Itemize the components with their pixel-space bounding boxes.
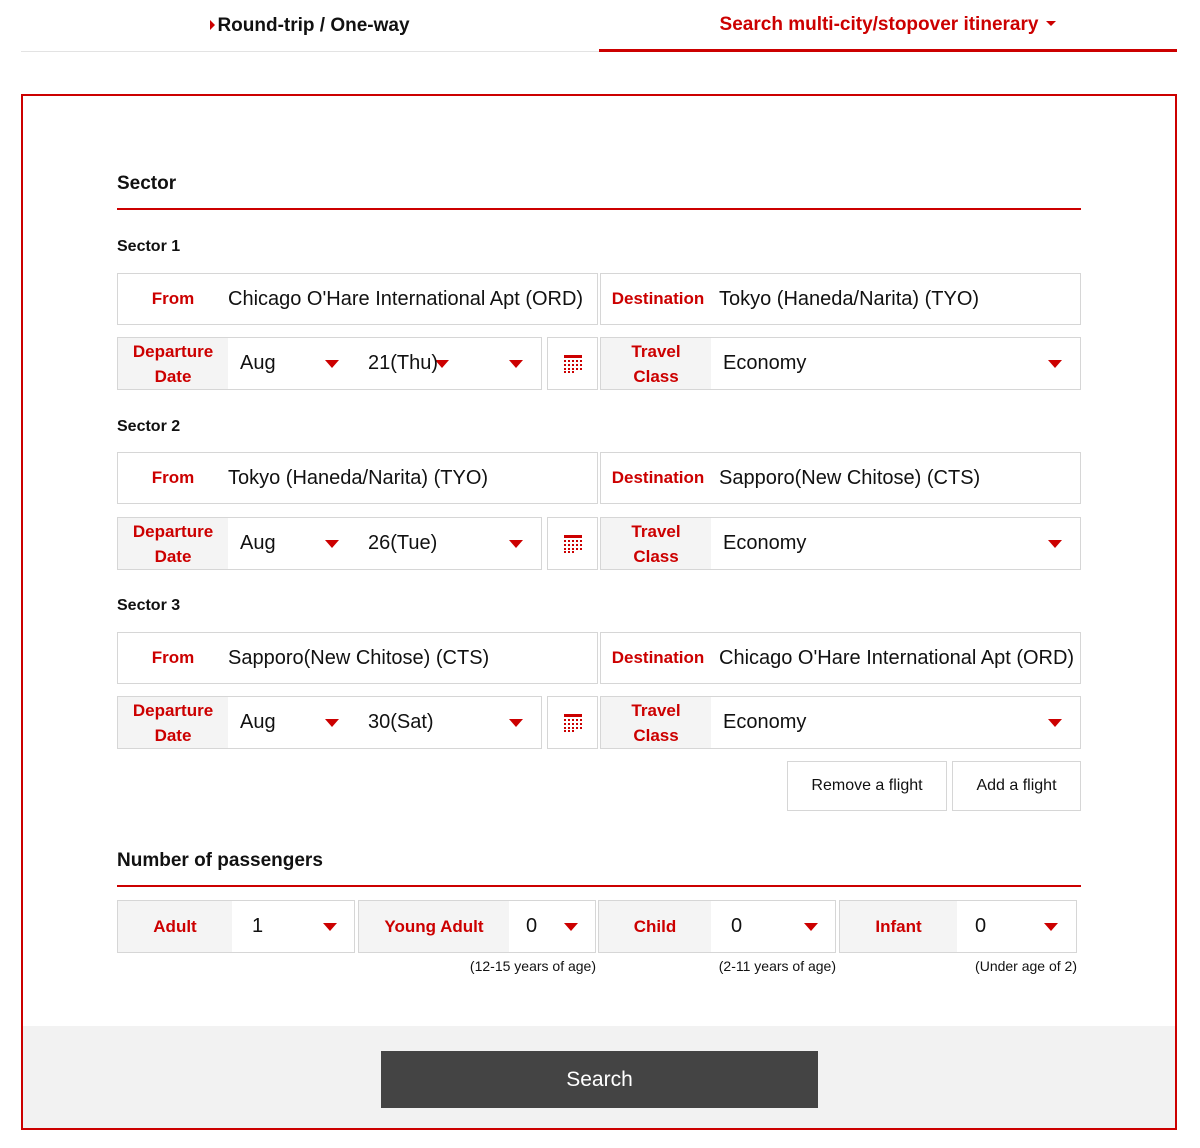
young-adult-age-note: (12-15 years of age) <box>469 958 596 974</box>
travel-class-value: Economy <box>723 711 807 733</box>
young-adult-caret-down-icon <box>564 923 578 931</box>
travel-class-caret-down-icon <box>1048 360 1062 368</box>
departure-date-label <box>118 518 228 569</box>
sector-section-title: Sector <box>117 173 177 194</box>
caret-down-icon <box>1046 21 1056 26</box>
child-label: Child <box>599 901 711 952</box>
travel-class-label <box>601 518 711 569</box>
sector-1-label: Sector 1 <box>117 238 181 255</box>
child-select[interactable] <box>598 900 836 953</box>
sector-2-travel-class[interactable] <box>600 517 1081 570</box>
child-age-note: (2-11 years of age) <box>718 958 836 974</box>
sector-divider <box>117 208 1081 210</box>
destination-value: Tokyo (Haneda/Narita) (TYO) <box>719 287 980 310</box>
infant-select[interactable] <box>839 900 1077 953</box>
calendar-icon <box>564 714 582 732</box>
sector-1-departure-date <box>117 337 542 390</box>
sector-2-departure-date <box>117 517 542 570</box>
departure-label: Departure <box>132 341 214 361</box>
travel-class-caret-down-icon <box>1048 540 1062 548</box>
month-value: Aug <box>240 532 276 554</box>
date-label: Date <box>154 725 192 745</box>
travel-class-caret-down-icon <box>1048 719 1062 727</box>
destination-label: Destination <box>611 648 705 667</box>
month-caret-down-icon <box>325 719 339 727</box>
class-label: Class <box>633 725 679 745</box>
sector-2-destination-field[interactable] <box>600 452 1081 504</box>
remove-flight-button[interactable]: Remove a flight <box>787 761 947 811</box>
month-caret-down-icon <box>325 540 339 548</box>
tab-multi-city[interactable] <box>599 0 1177 52</box>
travel-class-value: Economy <box>723 352 807 374</box>
sector-3-destination-field[interactable] <box>600 632 1081 684</box>
day-value: 26(Tue) <box>368 532 438 554</box>
date-label: Date <box>154 366 192 386</box>
infant-value: 0 <box>975 915 987 937</box>
search-button[interactable]: Search <box>381 1051 818 1108</box>
sector-1-from-field[interactable] <box>117 273 598 325</box>
child-caret-down-icon <box>804 923 818 931</box>
infant-age-note: (Under age of 2) <box>975 958 1077 974</box>
date-label: Date <box>154 546 192 566</box>
tab-round-trip[interactable] <box>21 0 599 52</box>
travel-class-value: Economy <box>723 532 807 554</box>
adult-value: 1 <box>252 915 264 937</box>
sector-3-departure-date <box>117 696 542 749</box>
sector-3-from-field[interactable] <box>117 632 598 684</box>
day-caret-down-icon <box>509 360 523 368</box>
day-value: 30(Sat) <box>368 711 434 733</box>
young-adult-value: 0 <box>526 915 538 937</box>
destination-value: Sapporo(New Chitose) (CTS) <box>719 466 981 489</box>
from-value: Tokyo (Haneda/Narita) (TYO) <box>228 466 489 489</box>
caret-right-icon <box>210 20 215 30</box>
add-flight-button[interactable]: Add a flight <box>952 761 1081 811</box>
adult-select[interactable] <box>117 900 355 953</box>
young-adult-label: Young Adult <box>359 901 509 952</box>
from-label: From <box>151 648 195 667</box>
departure-label: Departure <box>132 700 214 720</box>
day-caret-down-icon <box>509 719 523 727</box>
travel-label: Travel <box>631 341 681 361</box>
destination-label: Destination <box>611 468 705 487</box>
destination-value: Chicago O'Hare International Apt (ORD) <box>719 646 1075 669</box>
class-label: Class <box>633 546 679 566</box>
departure-label: Departure <box>132 521 214 541</box>
calendar-icon <box>564 355 582 373</box>
sector-3-calendar-button[interactable] <box>547 696 598 749</box>
class-label: Class <box>633 366 679 386</box>
travel-label: Travel <box>631 521 681 541</box>
passengers-divider <box>117 885 1081 887</box>
from-label: From <box>151 289 195 308</box>
from-label: From <box>151 468 195 487</box>
child-value: 0 <box>731 915 743 937</box>
passengers-section-title: Number of passengers <box>117 850 323 871</box>
adult-label: Adult <box>118 901 232 952</box>
infant-caret-down-icon <box>1044 923 1058 931</box>
month-value: Aug <box>240 352 276 374</box>
sector-1-destination-field[interactable] <box>600 273 1081 325</box>
infant-label: Infant <box>840 901 957 952</box>
sector-3-travel-class[interactable] <box>600 696 1081 749</box>
travel-label: Travel <box>631 700 681 720</box>
day-caret-down-icon <box>509 540 523 548</box>
travel-class-label <box>601 338 711 389</box>
from-value: Chicago O'Hare International Apt (ORD) <box>228 287 584 310</box>
departure-date-label <box>118 697 228 748</box>
from-value: Sapporo(New Chitose) (CTS) <box>228 646 490 669</box>
month-caret-down-icon <box>325 360 339 368</box>
tab-round-trip-label: Round-trip / One-way <box>217 14 410 36</box>
search-form-frame <box>21 94 1177 1130</box>
destination-label: Destination <box>611 289 705 308</box>
sector-1-calendar-button[interactable] <box>547 337 598 390</box>
sector-2-label: Sector 2 <box>117 418 181 435</box>
day-value: 21(Thu) <box>368 352 439 374</box>
departure-date-label <box>118 338 228 389</box>
travel-class-label <box>601 697 711 748</box>
tab-multi-city-label: Search multi-city/stopover itinerary <box>719 13 1039 35</box>
adult-caret-down-icon <box>323 923 337 931</box>
young-adult-select[interactable] <box>358 900 596 953</box>
calendar-icon <box>564 535 582 553</box>
month-value: Aug <box>240 711 276 733</box>
sector-3-label: Sector 3 <box>117 597 181 614</box>
itinerary-tabs <box>21 0 1177 52</box>
sector-1-travel-class[interactable] <box>600 337 1081 390</box>
sector-2-calendar-button[interactable] <box>547 517 598 570</box>
sector-2-from-field[interactable] <box>117 452 598 504</box>
